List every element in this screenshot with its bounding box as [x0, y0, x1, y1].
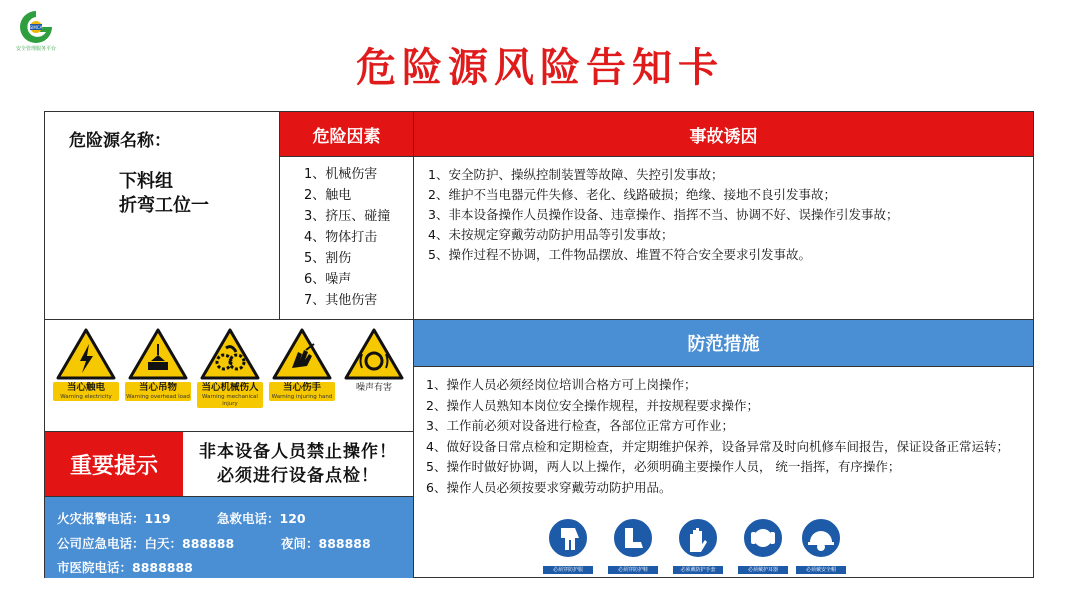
notice-line: 非本设备人员禁止操作！	[199, 442, 397, 462]
preventive-measures-cell	[413, 319, 1033, 578]
list-item: 6、操作人员必须按要求穿戴劳动防护用品。	[426, 479, 672, 495]
list-item: 1、安全防护、操纵控制装置等故障、失控引发事故；	[428, 167, 724, 182]
warning-sign	[341, 328, 407, 394]
warning-sign	[269, 328, 335, 401]
night-phone: 夜间：888888	[281, 536, 371, 551]
hazard-source-line: 下料组	[119, 171, 173, 192]
accident-causes-list	[414, 157, 1033, 265]
list-item: 7、其他伤害	[304, 293, 378, 308]
important-notice-text	[185, 440, 411, 488]
sign-label-en: Warning electricity	[53, 394, 119, 401]
list-item: 4、物体打击	[304, 230, 378, 245]
sign-label: 当心吊物	[125, 382, 191, 394]
ear-protection-icon	[741, 516, 785, 560]
list-item: 5、操作时做好协调，两人以上操作，必须明确主要操作人员， 统一指挥，有序操作；	[426, 459, 901, 474]
page-title: 危险源风险告知卡	[356, 45, 724, 91]
ppe-sign	[738, 516, 788, 574]
protective-gloves-icon	[676, 516, 720, 560]
hazard-source-label: 危险源名称：	[69, 131, 171, 151]
list-item: 5、操作过程不协调，工件物品摆放、堆置不符合安全要求引发事故。	[428, 247, 811, 262]
list-item: 1、机械伤害	[304, 167, 378, 182]
mechanical-injury-icon	[200, 328, 260, 380]
preventive-measures-list	[414, 367, 1033, 498]
list-item: 2、触电	[304, 188, 352, 203]
warning-sign	[53, 328, 119, 401]
ppe-sign	[796, 516, 846, 574]
accident-causes-header: 事故诱因	[414, 112, 1033, 157]
fire-alarm-phone: 火灾报警电话：119	[57, 511, 171, 526]
list-item: 4、未按规定穿戴劳动防护用品等引发事故；	[428, 227, 674, 242]
important-notice-label: 重要提示	[45, 432, 183, 496]
list-item: 1、操作人员必须经岗位培训合格方可上岗操作；	[426, 377, 697, 392]
ppe-label: 必须戴防护手套	[673, 566, 723, 574]
ppe-label: 必须戴安全帽	[796, 566, 846, 574]
list-item: 2、操作人员熟知本岗位安全操作规程，并按规程要求操作；	[426, 397, 759, 413]
svg-text:安全管理服务平台: 安全管理服务平台	[15, 46, 57, 52]
hospital-phone: 市医院电话：8888888	[57, 560, 193, 575]
hazard-source-cell	[45, 112, 279, 319]
sign-label-en: Warning overhead load	[126, 394, 190, 400]
sign-label-en: Warning injuring hand	[269, 394, 335, 401]
safety-boots-icon	[611, 516, 655, 560]
emergency-contacts	[45, 496, 413, 578]
company-emergency-phone: 公司应急电话：白天：888888	[57, 536, 235, 551]
ppe-sign	[608, 516, 658, 574]
list-item: 5、割伤	[304, 251, 352, 266]
notice-line: 必须进行设备点检！	[217, 466, 379, 486]
risk-card	[44, 111, 1034, 578]
list-item: 3、工作前必须对设备进行检查，各部位正常方可作业；	[426, 418, 734, 433]
hazard-source-value	[119, 170, 209, 218]
preventive-measures-header: 防范措施	[414, 320, 1033, 367]
noise-hazard-icon	[344, 328, 404, 380]
sign-label-en: Warning mechanical injury	[197, 394, 263, 408]
ppe-sign	[543, 516, 593, 574]
hand-injury-icon	[272, 328, 332, 380]
list-item: 2、维护不当电器元件失修、老化、线路破损；绝缘、接地不良引发事故；	[428, 187, 836, 202]
ppe-label: 必须戴护耳器	[738, 566, 788, 574]
ambulance-phone: 急救电话：120	[217, 511, 306, 526]
important-notice-cell	[45, 431, 413, 496]
list-item: 3、挤压、碰撞	[304, 209, 391, 224]
list-item: 6、噪声	[304, 272, 352, 287]
overhead-load-icon	[128, 328, 188, 380]
sign-label: 当心触电	[53, 382, 119, 394]
ppe-sign	[673, 516, 723, 574]
list-item: 4、做好设备日常点检和定期检查，并定期维护保养，设备异常及时向机修车间报告，保证设备正常运转；	[426, 438, 1009, 454]
sign-label: 当心伤手	[269, 382, 335, 394]
risk-factors-cell	[279, 112, 413, 319]
risk-factors-header: 危险因素	[280, 112, 413, 157]
safety-helmet-icon	[799, 516, 843, 560]
ppe-label: 必须穿防护服	[543, 566, 593, 574]
warning-sign	[125, 328, 191, 401]
hazard-source-line: 折弯工位一	[119, 195, 209, 216]
warning-signs-cell	[45, 319, 413, 431]
sign-label: 当心机械伤人	[197, 382, 263, 394]
protective-clothing-icon	[546, 516, 590, 560]
electric-shock-icon	[56, 328, 116, 380]
warning-sign	[197, 328, 263, 408]
sign-label: 噪声有害	[355, 383, 392, 393]
ppe-label: 必须穿防护鞋	[608, 566, 658, 574]
accident-causes-cell	[413, 112, 1033, 319]
svg-text:SIMCA: SIMCA	[29, 25, 43, 30]
risk-factors-list	[280, 157, 413, 311]
list-item: 3、非本设备操作人员操作设备、违章操作、指挥不当、协调不好、误操作引发事故；	[428, 207, 899, 222]
